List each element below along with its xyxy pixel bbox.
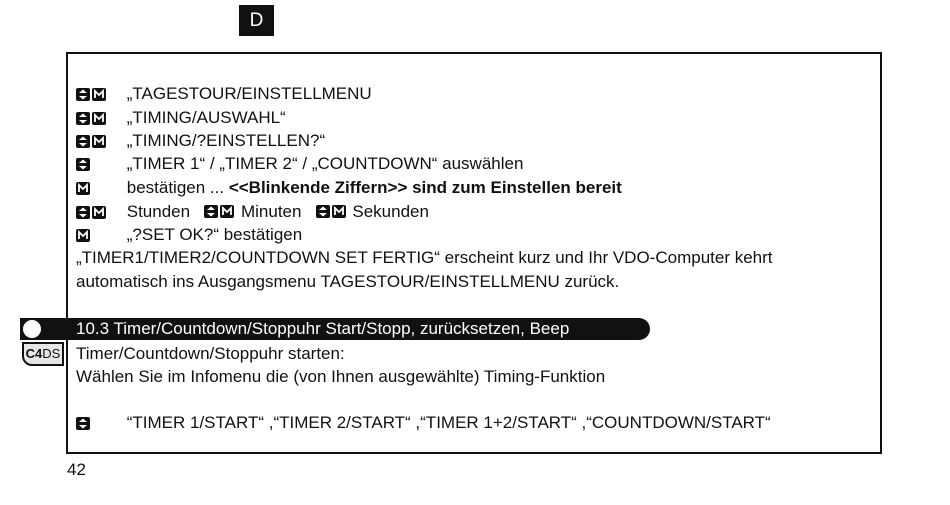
instruction-line-3 [76, 130, 325, 153]
updown-icon [204, 205, 218, 218]
model-badge-rest: DS [42, 346, 61, 361]
updown-icon [76, 88, 90, 101]
hours-label: Stunden [126, 202, 191, 221]
updown-icon [76, 135, 90, 148]
updown-icon [76, 112, 90, 125]
section-options-line [76, 412, 771, 435]
section-bullet-icon [21, 318, 43, 340]
mode-icon [92, 88, 106, 101]
section-line-2: Wählen Sie im Infomenu die (von Ihnen ausgewählte) Timing-Funktion [76, 367, 606, 386]
instruction-text: „TIMER 1“ / „TIMER 2“ / „COUNTDOWN“ auswählen [126, 154, 524, 173]
instruction-bold-text: <<Blinkende Ziffern>> sind zum Einstellen bereit [228, 178, 622, 197]
updown-icon [76, 417, 90, 430]
mode-icon [92, 135, 106, 148]
mode-icon [220, 205, 234, 218]
instruction-text: „TAGESTOUR/EINSTELLMENU [126, 84, 372, 103]
mode-icon [92, 206, 106, 219]
instruction-line-2 [76, 107, 286, 130]
page-number: 42 [67, 460, 86, 479]
options-text: “TIMER 1/START“ ,“TIMER 2/START“ ,“TIMER 1+2/START“ ,“COUNTDOWN/START“ [126, 413, 771, 432]
instruction-text: „?SET OK?“ bestätigen [126, 225, 303, 244]
updown-icon [76, 158, 90, 171]
section-title: 10.3 Timer/Countdown/Stoppuhr Start/Stopp, zurücksetzen, Beep [76, 319, 570, 338]
paragraph-line-2: automatisch ins Ausgangsmenu TAGESTOUR/EINSTELLMENU zurück. [76, 272, 620, 291]
instruction-line-5 [76, 177, 622, 200]
instruction-text: „TIMING/?EINSTELLEN?“ [126, 131, 326, 150]
mode-icon [332, 205, 346, 218]
model-badge-bold: C4 [25, 346, 43, 361]
mode-icon [76, 182, 90, 195]
mode-icon [76, 229, 90, 242]
mode-icon [92, 112, 106, 125]
instruction-line-6 [76, 201, 429, 224]
language-tab: D [239, 5, 274, 36]
minutes-label: Minuten [240, 202, 302, 221]
instruction-line-1 [76, 83, 372, 106]
updown-icon [76, 206, 90, 219]
paragraph-line-1: „TIMER1/TIMER2/COUNTDOWN SET FERTIG“ erscheint kurz und Ihr VDO-Computer kehrt [76, 248, 773, 267]
model-badge [22, 342, 64, 366]
instruction-line-4 [76, 153, 523, 176]
updown-icon [316, 205, 330, 218]
instruction-text: „TIMING/AUSWAHL“ [126, 108, 286, 127]
instruction-text: bestätigen ... [126, 178, 229, 197]
section-line-1: Timer/Countdown/Stoppuhr starten: [76, 344, 345, 363]
seconds-label: Sekunden [352, 202, 429, 221]
instruction-line-7 [76, 224, 302, 247]
